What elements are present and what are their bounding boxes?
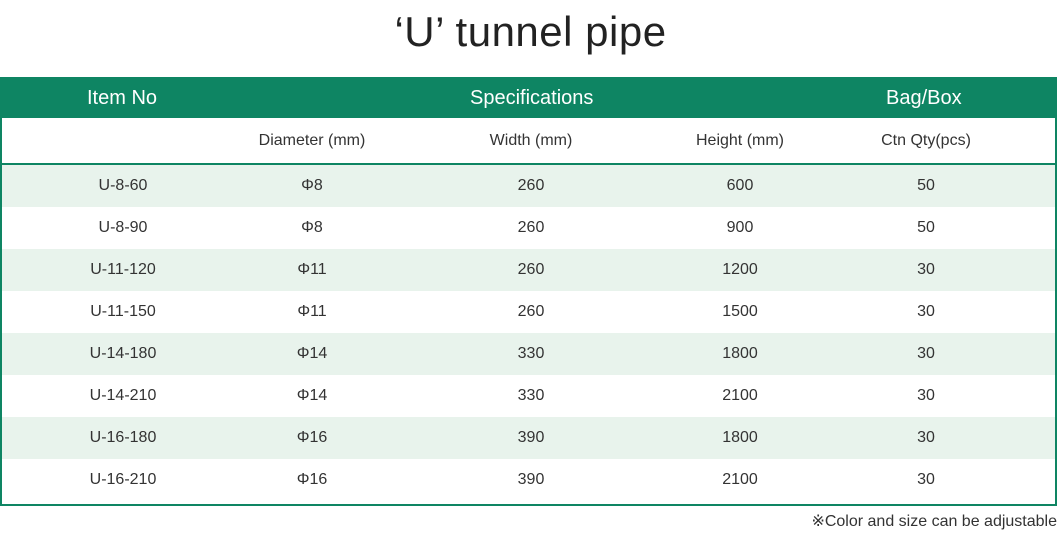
cell-height: 1200 [722, 261, 758, 278]
subheader-diameter: Diameter (mm) [258, 132, 366, 149]
cell-item-no: U-16-210 [89, 471, 157, 488]
table-row [2, 417, 1055, 459]
cell-diameter: Φ11 [297, 303, 327, 320]
cell-ctn-qty: 30 [917, 261, 935, 278]
cell-ctn-qty: 30 [917, 471, 935, 488]
subheader-ctn-qty: Ctn Qty(pcs) [881, 132, 971, 149]
cell-ctn-qty: 30 [917, 345, 935, 362]
cell-height: 600 [726, 177, 754, 194]
table-header-row [2, 79, 1055, 118]
cell-height: 1800 [722, 345, 758, 362]
cell-diameter: Φ14 [296, 387, 328, 404]
cell-ctn-qty: 50 [917, 177, 935, 194]
cell-diameter: Φ16 [296, 471, 328, 488]
cell-diameter: Φ8 [301, 219, 323, 236]
cell-height: 1500 [722, 303, 758, 320]
cell-width: 260 [517, 303, 545, 320]
cell-width: 260 [517, 177, 545, 194]
table-row [2, 165, 1055, 207]
table-row [2, 207, 1055, 249]
page-title: ‘U’ tunnel pipe [394, 8, 667, 55]
table-row [2, 333, 1055, 375]
cell-diameter: Φ11 [297, 261, 327, 278]
table-subheader-row [2, 118, 1055, 163]
cell-diameter: Φ14 [296, 345, 328, 362]
cell-item-no: U-16-180 [89, 429, 157, 446]
cell-item-no: U-8-90 [98, 219, 148, 236]
cell-item-no: U-11-150 [90, 303, 156, 320]
subheader-width: Width (mm) [489, 132, 573, 149]
header-bag-box: Bag/Box [886, 87, 962, 109]
cell-width: 390 [517, 429, 545, 446]
table-row [2, 249, 1055, 291]
cell-width: 260 [517, 261, 545, 278]
header-specifications: Specifications [470, 87, 594, 109]
cell-ctn-qty: 50 [917, 219, 935, 236]
table-body [2, 165, 1055, 501]
header-item-no: Item No [87, 87, 158, 109]
cell-diameter: Φ8 [301, 177, 323, 194]
footnote: ※Color and size can be adjustable [811, 513, 1057, 530]
table-row [2, 291, 1055, 333]
cell-ctn-qty: 30 [917, 387, 935, 404]
product-table [0, 77, 1057, 506]
cell-item-no: U-11-120 [90, 261, 156, 278]
cell-item-no: U-14-180 [89, 345, 157, 362]
cell-width: 260 [517, 219, 545, 236]
cell-height: 900 [726, 219, 754, 236]
cell-item-no: U-8-60 [98, 177, 148, 194]
cell-diameter: Φ16 [296, 429, 328, 446]
cell-width: 390 [517, 471, 545, 488]
cell-height: 2100 [722, 387, 758, 404]
cell-width: 330 [517, 345, 545, 362]
cell-height: 1800 [722, 429, 758, 446]
cell-ctn-qty: 30 [917, 303, 935, 320]
cell-width: 330 [517, 387, 545, 404]
cell-item-no: U-14-210 [89, 387, 157, 404]
cell-height: 2100 [722, 471, 758, 488]
table-row [2, 459, 1055, 501]
cell-ctn-qty: 30 [917, 429, 935, 446]
subheader-height: Height (mm) [695, 132, 785, 149]
table-row [2, 375, 1055, 417]
